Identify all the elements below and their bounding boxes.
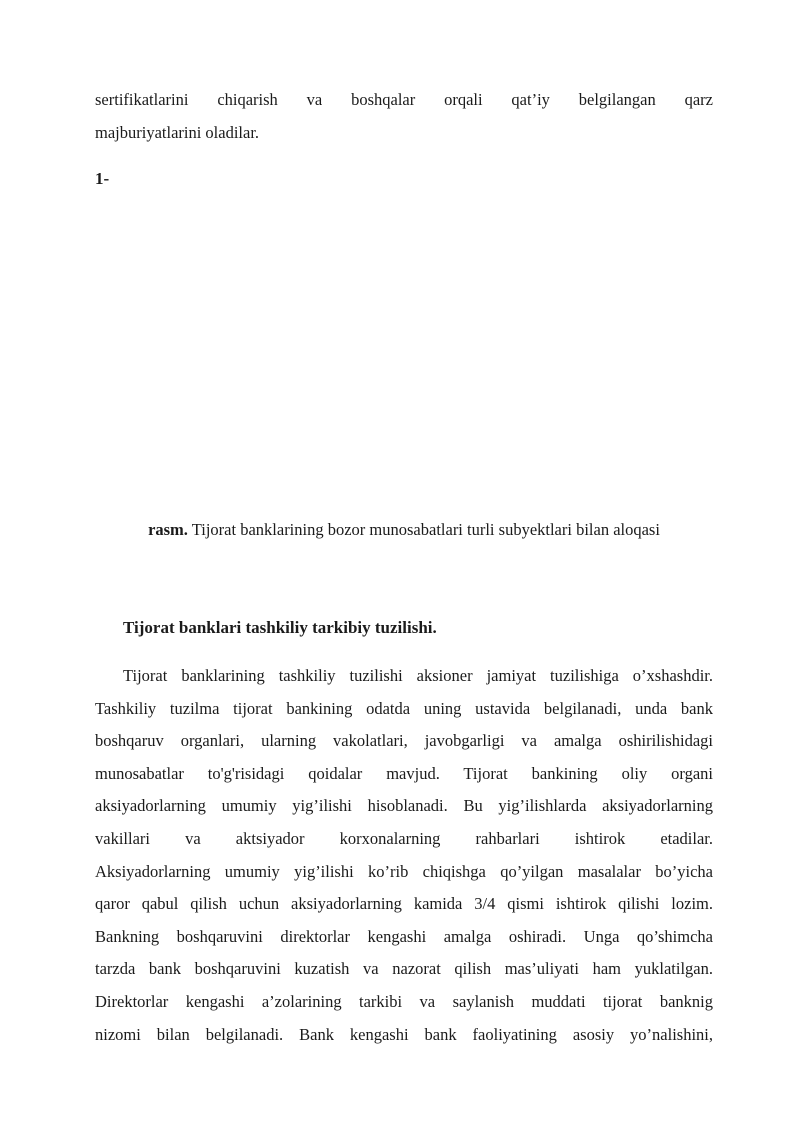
text-line: Bankning boshqaruvini direktorlar kengashi amalga oshiradi. Unga qo’shimcha [95, 926, 713, 946]
figure-number-label: 1- [95, 169, 110, 188]
text-line: boshqaruv organlari, ularning vakolatlari, javobgarligi va amalga oshirilishidagi [95, 731, 713, 751]
figure-caption [95, 518, 713, 542]
figure-caption-text: Tijorat banklarining bozor munosabatlari turli subyektlari bilan aloqasi [191, 520, 660, 539]
text-line: tarzda bank boshqaruvini kuzatish va nazorat qilish mas’uliyati ham yuklatilgan. [95, 959, 713, 979]
body-paragraph [95, 660, 713, 1051]
section-heading: Tijorat banklari tashkiliy tarkibiy tuzilishi. [123, 618, 437, 637]
paragraph-continuation [95, 83, 713, 149]
text-line: majburiyatlarini oladilar. [95, 123, 260, 142]
text-line: Tashkiliy tuzilma tijorat bankining odatda uning ustavida belgilanadi, unda bank [95, 698, 713, 718]
text-line: munosabatlar to'g'risidagi qoidalar mavjud. Tijorat bankining oliy organi [95, 763, 713, 783]
text-line: Direktorlar kengashi a’zolarining tarkibi va saylanish muddati tijorat banknig [95, 991, 713, 1011]
text-line: nizomi bilan belgilanadi. Bank kengashi bank faoliyatining asosiy yo’nalishini, [95, 1024, 713, 1044]
figure-placeholder [95, 200, 713, 515]
text-line: vakillari va aktsiyador korxonalarning rahbarlari ishtirok etadilar. [95, 828, 713, 848]
text-line: qaror qabul qilish uchun aksiyadorlarning kamida 3/4 qismi ishtirok qilishi lozim. [95, 894, 713, 914]
figure-caption-bold: rasm. [148, 520, 188, 539]
text-line: Tijorat banklarining tashkiliy tuzilishi aksioner jamiyat tuzilishiga o’xshashdir. [123, 666, 713, 685]
text-line: aksiyadorlarning umumiy yig’ilishi hisoblanadi. Bu yig’ilishlarda aksiyadorlarning [95, 796, 713, 816]
text-line: sertifikatlarini chiqarish va boshqalar orqali qat’iy belgilangan qarz [95, 90, 713, 109]
text-line: Aksiyadorlarning umumiy yig’ilishi ko’rib chiqishga qo’yilgan masalalar bo’yicha [95, 861, 713, 881]
